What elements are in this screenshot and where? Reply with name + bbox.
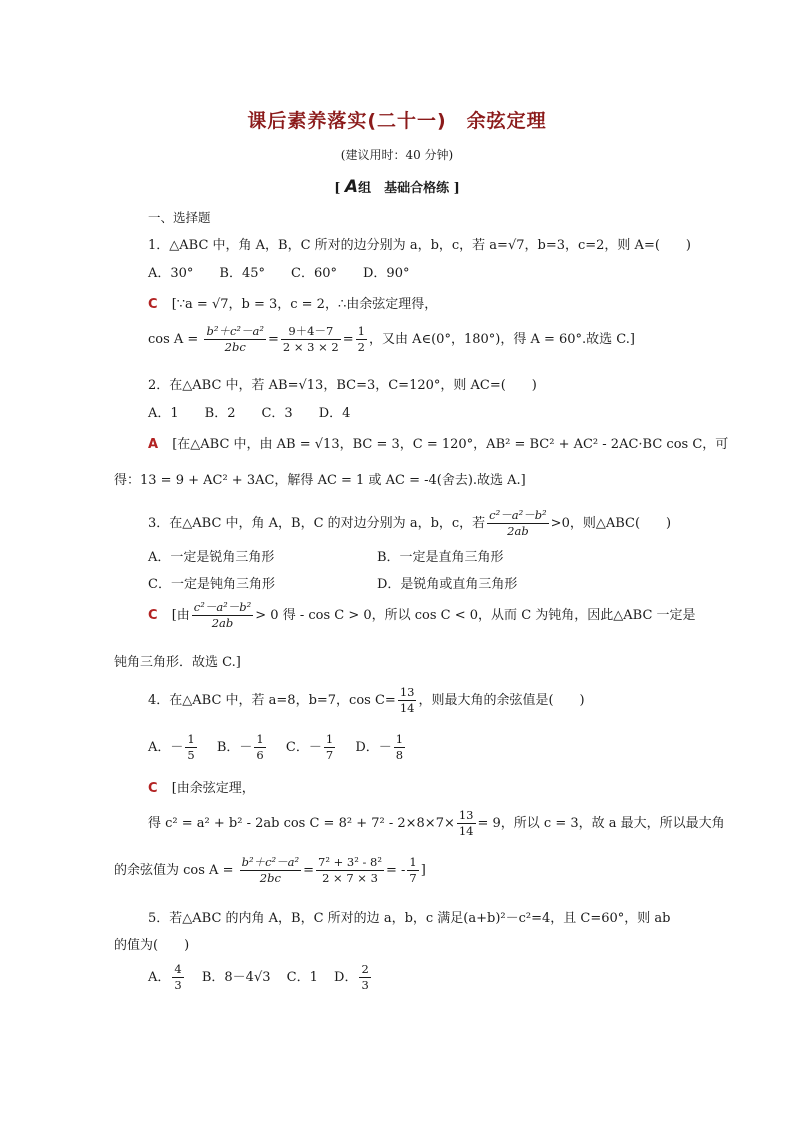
q3-sol-pre: [由 — [171, 608, 190, 623]
q2-answer: A — [148, 437, 159, 452]
q3-stem-pre: 3．在△ABC 中，角 A，B，C 的对边分别为 a，b，c，若 — [148, 516, 486, 531]
q3-option-c: C．一定是钝角三角形 — [148, 577, 275, 592]
q2-sol1: [在△ABC 中，由 AB = √13，BC = 3，C = 120°，AB² = BC² + AC² - 2AC·BC cos C，可 — [172, 437, 729, 452]
q5-option-a: A． — [148, 970, 171, 985]
q4-option-c-frac: $\frac{1}{7}$ — [325, 732, 334, 762]
q1-sol2-post: ，又由 A∈(0°，180°)，得 A = 60°.故选 C.] — [368, 332, 635, 347]
q3-option-d: D．是锐角或直角三角形 — [377, 577, 518, 592]
q4-options — [148, 732, 407, 763]
q4-sol3-fraction-1: $\frac{\text{b²＋c²－a²}}{2bc}$ — [241, 855, 300, 885]
q3-answer: C — [148, 608, 158, 623]
q1-options: A．30° B．45° C．60° D．90° — [148, 266, 410, 281]
q1-stem: 1．△ABC 中，角 A，B，C 所对的边分别为 a，b，c，若 a=√7，b=3，c=2，则 A=( ) — [148, 238, 691, 253]
q4-solution-line1 — [148, 777, 255, 796]
group-heading — [0, 177, 794, 197]
q4-sol3-pre: 的余弦值为 cos A = — [114, 863, 234, 878]
q1-sol1: [∵a = √7，b = 3，c = 2，∴由余弦定理得， — [171, 297, 438, 312]
q1-fraction-3: $\frac{1}{2}$ — [357, 324, 365, 354]
q2-stem: 2．在△ABC 中，若 AB=√13，BC=3，C=120°，则 AC=( ) — [148, 378, 537, 393]
q3-stem — [148, 508, 671, 539]
q4-option-c: C．－ — [285, 740, 322, 755]
group-bracket-open: [ — [334, 181, 341, 196]
q2-options: A．1 B．2 C．3 D．4 — [148, 406, 351, 421]
q1-fraction-2: $\frac{9+4-7}{2 \times 3 \times 2}$ — [282, 324, 339, 354]
q4-fraction: $\frac{13}{14}$ — [399, 685, 415, 715]
q4-option-a-frac: $\frac{1}{5}$ — [187, 732, 195, 762]
q4-stem-post: ，则最大角的余弦值是( ) — [418, 693, 585, 708]
q2-solution-line2: 得：13 = 9 + AC² + 3AC，解得 AC = 1 或 AC = -4(舍去).故选 A.] — [114, 473, 526, 488]
q1-answer: C — [148, 297, 158, 312]
q4-sol3-fraction-3: $\frac{1}{7}$ — [409, 855, 417, 885]
q4-option-d-frac: $\frac{1}{8}$ — [395, 732, 404, 762]
q2-solution-line1 — [148, 433, 728, 452]
page-title: 课后素养落实(二十一) 余弦定理 — [247, 110, 547, 132]
q1-solution-line1 — [148, 293, 437, 312]
q4-option-a: A．－ — [148, 740, 184, 755]
suggested-time: (建议用时：40 分钟) — [340, 148, 454, 162]
q1-fraction-1: $\frac{\text{b²＋c²－a²}}{2bc}$ — [206, 324, 264, 354]
q3-fraction: $\frac{\text{c²－a²－b²}}{2ab}$ — [489, 508, 547, 538]
section-heading: 一、选择题 — [148, 210, 211, 225]
q4-solution-line2 — [148, 808, 725, 839]
q4-stem — [148, 685, 585, 716]
q4-option-b-frac: $\frac{1}{6}$ — [256, 732, 264, 762]
group-letter: A — [344, 177, 359, 197]
q5-options — [148, 962, 373, 993]
q4-sol1: [由余弦定理， — [171, 781, 255, 796]
q4-sol2-fraction: $\frac{13}{14}$ — [458, 808, 474, 838]
q1-solution-line2: cos A = $\frac{\text{b²＋c²－a²}}{2bc}$ = $\frac{9+4-7}{2 \times 3 \times 2}$ = $\frac{1}{2}$ ，又由 A∈(0°，180°)，得 A = 60°.故选 C.] — [148, 324, 635, 354]
q4-solution-line3: 的余弦值为 cos A = $\frac{\text{b²＋c²－a²}}{2bc}$ = $\frac{\text{7² + 3² - 8²}}{2 \times 7 \times 3}$ = - $\frac{1}{7}$ ] — [114, 855, 426, 885]
q3-stem-post: >0，则△ABC( ) — [550, 516, 672, 531]
q3-option-b: B．一定是直角三角形 — [377, 550, 504, 565]
q5-stem-line1: 5．若△ABC 的内角 A，B，C 所对的边 a，b，c 满足(a+b)²－c²=4，且 C=60°，则 ab — [148, 911, 671, 926]
group-title: 组 基础合格练 — [358, 181, 450, 196]
q5-option-d-frac: $\frac{2}{3}$ — [361, 962, 369, 992]
q5-option-b: B．8－4√3 — [201, 970, 271, 985]
q1-cos-label: cos A = — [148, 332, 199, 347]
group-bracket-close: ] — [453, 181, 460, 196]
q5-stem-line2: 的值为( ) — [114, 938, 190, 953]
q5-option-d: D． — [334, 970, 358, 985]
q3-sol-post: > 0 得 - cos C > 0，所以 cos C < 0，从而 C 为钝角，因此△ABC 一定是 — [255, 608, 696, 623]
q5-option-c: C．1 — [286, 970, 318, 985]
q4-sol2-pre: 得 c² = a² + b² - 2ab cos C = 8² + 7² - 2×8×7× — [148, 816, 455, 831]
q4-stem-pre: 4．在△ABC 中，若 a=8，b=7，cos C= — [148, 693, 396, 708]
q4-option-d: D．－ — [355, 740, 392, 755]
q3-sol-fraction: $\frac{\text{c²－a²－b²}}{2ab}$ — [193, 600, 252, 630]
q5-option-a-frac: $\frac{4}{3}$ — [174, 962, 182, 992]
q4-answer: C — [148, 781, 158, 796]
q4-option-b: B．－ — [216, 740, 253, 755]
q4-sol3-mid: = - — [385, 863, 406, 878]
q4-sol2-post: = 9，所以 c = 3，故 a 最大，所以最大角 — [477, 816, 725, 831]
q3-solution-line2: 钝角三角形．故选 C.] — [114, 655, 241, 670]
q3-solution-line1 — [148, 600, 696, 631]
q4-sol3-post: ] — [420, 863, 426, 878]
q4-sol3-fraction-2: $\frac{\text{7² + 3² - 8²}}{2 \times 7 \times 3}$ — [318, 855, 382, 885]
q3-option-a: A．一定是锐角三角形 — [148, 550, 275, 565]
